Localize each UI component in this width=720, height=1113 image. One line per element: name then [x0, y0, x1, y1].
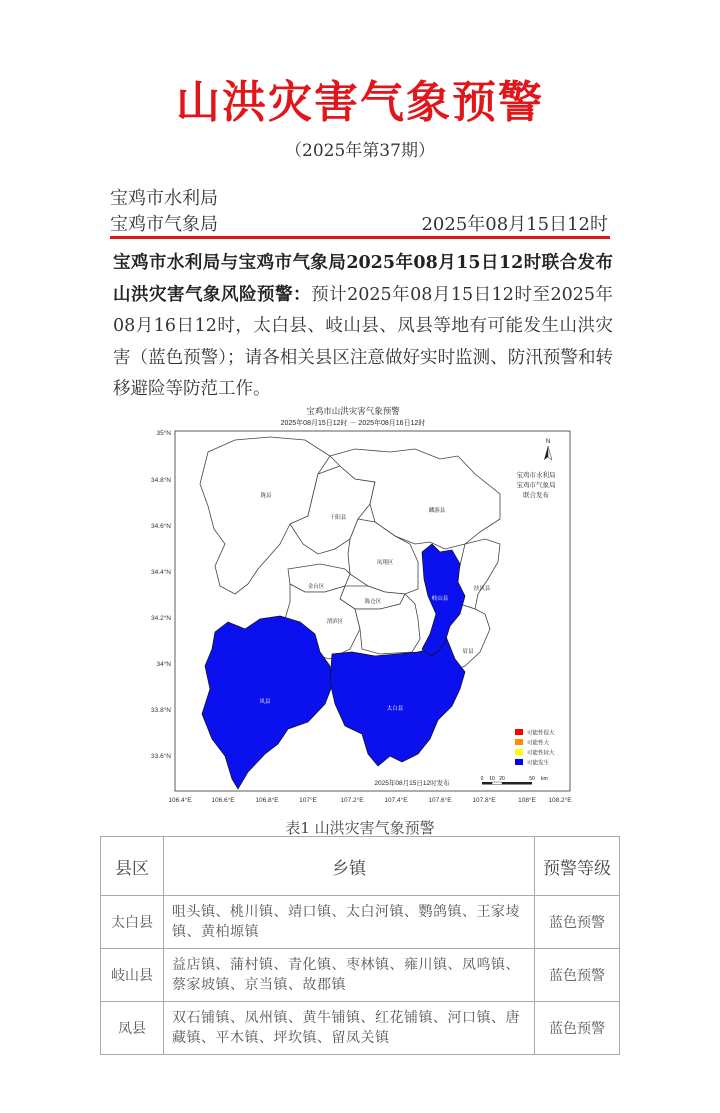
- map-issuer: 宝鸡市气象局: [516, 482, 556, 489]
- county-label: 麟游县: [428, 508, 446, 514]
- county-label: 陈仓区: [364, 599, 382, 605]
- document-title: 山洪灾害气象预警: [176, 77, 544, 128]
- county-label: 渭滨区: [326, 619, 344, 625]
- map-release-time: 2025年08月15日12时发布: [374, 780, 450, 787]
- lon-label: 106.8°E: [255, 797, 279, 804]
- lon-label: 107.6°E: [428, 797, 452, 804]
- county-label: 凤翔区: [376, 560, 394, 566]
- county-label: 眉县: [462, 649, 474, 655]
- scale-label: 20: [499, 776, 505, 782]
- issuer-weather-bureau: 宝鸡市气象局: [110, 214, 218, 235]
- latitude-axis: [151, 429, 171, 760]
- lat-label: 33.8°N: [151, 707, 171, 714]
- map-subtitle: 2025年08月15日12时 － 2025年08月16日12时: [280, 420, 426, 427]
- map-issuer: 联合发布: [523, 492, 549, 499]
- scale-label: 0: [480, 776, 484, 782]
- north-label: N: [545, 439, 551, 445]
- legend-label: 可能发生: [527, 760, 550, 767]
- county-cell: 太白县: [101, 896, 164, 949]
- table-header: 乡镇: [164, 837, 535, 896]
- lon-label: 107.2°E: [340, 797, 364, 804]
- level-cell: 蓝色预警: [535, 1002, 620, 1055]
- county-label: 陇县: [260, 493, 272, 499]
- legend-label: 可能性大: [527, 740, 550, 747]
- scale-label: 10: [489, 776, 495, 782]
- table-header: 县区: [101, 837, 164, 896]
- county-label: 太白县: [386, 706, 404, 712]
- table-row: [101, 949, 620, 1002]
- lon-label: 107.4°E: [384, 797, 408, 804]
- county-label: 千阳县: [329, 515, 347, 521]
- warning-map: [140, 404, 580, 812]
- towns-cell: 益店镇、蒲村镇、青化镇、枣林镇、雍川镇、凤鸣镇、蔡家坡镇、京当镇、故郡镇: [164, 949, 535, 1002]
- map-issuer: 宝鸡市水利局: [516, 472, 556, 479]
- table-header: 预警等级: [535, 837, 620, 896]
- towns-cell: 双石铺镇、凤州镇、黄牛铺镇、红花铺镇、河口镇、唐藏镇、平木镇、坪坎镇、留凤关镇: [164, 1002, 535, 1055]
- issuer-water-bureau: 宝鸡市水利局: [110, 188, 218, 209]
- map-title: 宝鸡市山洪灾害气象预警: [306, 406, 400, 416]
- legend-label: 可能性较大: [527, 750, 555, 757]
- legend-swatch: [515, 739, 523, 745]
- longitude-axis: [168, 796, 572, 804]
- county-label: 岐山县: [431, 596, 449, 602]
- lon-label: 106.6°E: [211, 797, 235, 804]
- county-label: 凤县: [259, 699, 271, 705]
- issue-number: （2025年第37期）: [285, 141, 435, 161]
- table-row: [101, 1002, 620, 1055]
- legend-swatch: [515, 729, 523, 735]
- scale-label: 50: [529, 776, 535, 782]
- lon-label: 108°E: [518, 797, 536, 804]
- warning-table: [100, 836, 620, 1055]
- legend-label: 可能性很大: [527, 730, 555, 737]
- county-label: 扶风县: [473, 586, 491, 592]
- level-cell: 蓝色预警: [535, 896, 620, 949]
- scale-unit: km: [541, 776, 548, 782]
- county-cell: 岐山县: [101, 949, 164, 1002]
- table-row: [101, 896, 620, 949]
- county-label: 金台区: [307, 584, 325, 590]
- lat-label: 34°N: [156, 661, 171, 668]
- warning-text: 预计2025年08月15日12时至2025年08月16日12时，太白县、岐山县、凤县等地有可能发生山洪灾害（蓝色预警）；请各相关县区注意做好实时监测、防汛预警和转移避险等防范工作。: [113, 284, 613, 399]
- red-divider: [110, 236, 610, 239]
- warning-lead: 宝鸡市水利局与宝鸡市气象局2025年08月15日12时联合发布山洪灾害气象风险预警：: [113, 253, 613, 305]
- legend-swatch: [515, 759, 523, 765]
- lat-label: 33.6°N: [151, 753, 171, 760]
- lon-label: 107°E: [299, 797, 317, 804]
- lon-label: 106.4°E: [168, 797, 192, 804]
- towns-cell: 咀头镇、桃川镇、靖口镇、太白河镇、鹦鸽镇、王家堎镇、黄柏塬镇: [164, 896, 535, 949]
- table-caption: 表1 山洪灾害气象预警: [285, 819, 435, 837]
- lat-label: 34.6°N: [151, 523, 171, 530]
- issue-date: 2025年08月15日12时: [421, 214, 608, 235]
- lat-label: 34.4°N: [151, 569, 171, 576]
- legend-swatch: [515, 749, 523, 755]
- lat-label: 35°N: [156, 430, 171, 437]
- table-header-row: [101, 837, 620, 896]
- warning-paragraph: [113, 248, 613, 406]
- lon-label: 108.2°E: [548, 797, 572, 804]
- lat-label: 34.8°N: [151, 477, 171, 484]
- lon-label: 107.8°E: [472, 797, 496, 804]
- county-cell: 凤县: [101, 1002, 164, 1055]
- level-cell: 蓝色预警: [535, 949, 620, 1002]
- lat-label: 34.2°N: [151, 615, 171, 622]
